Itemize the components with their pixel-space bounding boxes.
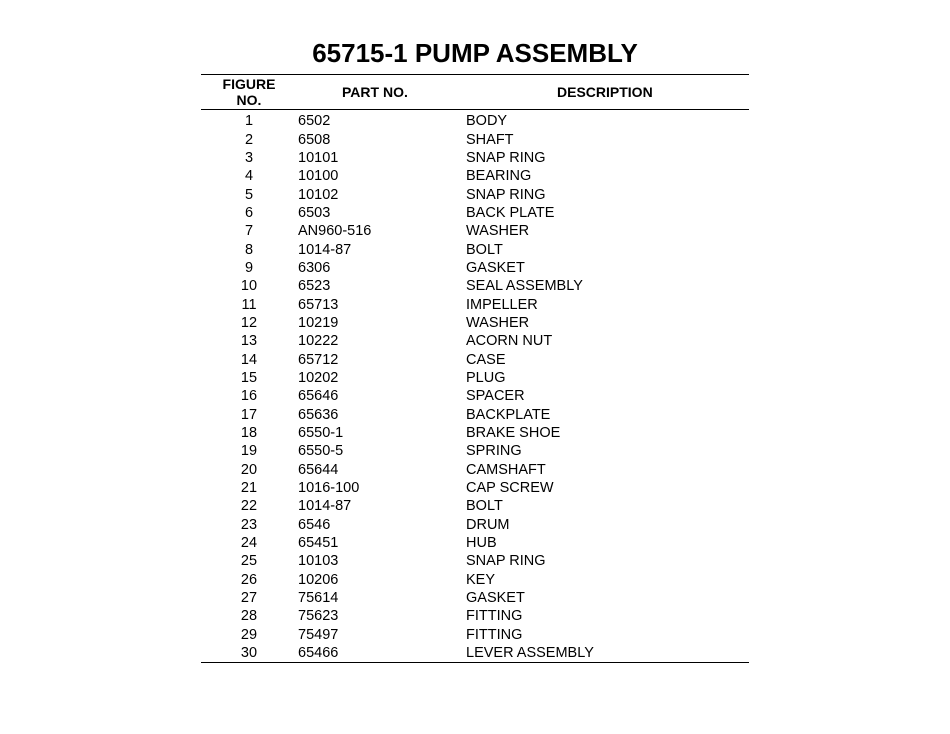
table-row [201, 222, 749, 240]
part-no-cell: 65712 [298, 351, 339, 368]
description-cell: BOLT [466, 241, 503, 258]
part-no-cell: AN960-516 [298, 223, 372, 240]
part-no-cell: 10101 [298, 149, 339, 166]
part-no-cell: 10103 [298, 553, 339, 570]
page-title: 65715-1 PUMP ASSEMBLY [312, 38, 638, 68]
part-no-cell: 1014-87 [298, 241, 352, 258]
description-cell: BACK PLATE [466, 204, 555, 221]
figure-no-cell: 11 [241, 296, 257, 313]
figure-no-cell: 30 [240, 645, 258, 662]
part-no-cell: 65466 [298, 645, 339, 662]
figure-no-cell: 16 [240, 388, 258, 405]
header-description: DESCRIPTION [557, 84, 653, 100]
table-row [201, 571, 749, 589]
description-cell: SEAL ASSEMBLY [466, 278, 583, 295]
figure-no-cell: 13 [240, 333, 258, 350]
part-no-cell: 10202 [298, 369, 339, 386]
table-row [201, 479, 749, 497]
table-row [201, 406, 749, 424]
figure-no-cell: 14 [240, 351, 258, 368]
table-row [201, 277, 749, 295]
figure-no-cell: 10 [240, 278, 258, 295]
table-row [201, 185, 749, 203]
description-cell: BACKPLATE [466, 406, 551, 423]
table-row [201, 369, 749, 387]
part-no-cell: 65713 [298, 296, 339, 313]
table-row [201, 626, 749, 644]
table-row [201, 314, 749, 332]
part-no-cell: 6546 [298, 516, 331, 533]
figure-no-cell: 4 [244, 168, 254, 185]
part-no-cell: 1014-87 [298, 498, 352, 515]
description-cell: SNAP RING [466, 553, 546, 570]
figure-no-cell: 9 [244, 259, 254, 276]
table-row [201, 167, 749, 185]
part-no-cell: 10100 [298, 168, 339, 185]
table-row [201, 552, 749, 570]
description-cell: DRUM [466, 516, 510, 533]
figure-no-cell: 27 [240, 590, 258, 607]
description-cell: KEY [466, 571, 496, 588]
figure-no-cell: 21 [240, 480, 258, 497]
figure-no-cell: 23 [240, 516, 258, 533]
description-cell: CASE [466, 351, 506, 368]
table-body [201, 110, 749, 663]
table-row [201, 149, 749, 167]
part-no-cell: 6550-1 [298, 425, 344, 442]
table-row [201, 259, 749, 277]
header-figure-line1: FIGURE [222, 76, 276, 92]
part-no-cell: 1016-100 [298, 480, 360, 497]
table-row [201, 461, 749, 479]
figure-no-cell: 29 [240, 626, 258, 643]
part-no-cell: 65636 [298, 406, 339, 423]
part-no-cell: 6503 [298, 204, 331, 221]
table-row [201, 516, 749, 534]
figure-no-cell: 3 [244, 149, 254, 166]
figure-no-cell: 2 [244, 131, 254, 148]
figure-no-cell: 5 [244, 186, 254, 203]
part-no-cell: 75614 [298, 590, 339, 607]
table-header [201, 75, 749, 110]
header-figure-line2: NO. [236, 92, 262, 108]
description-cell: IMPELLER [466, 296, 538, 313]
table-row [201, 644, 749, 663]
figure-no-cell: 26 [240, 571, 258, 588]
figure-no-cell: 19 [240, 443, 258, 460]
table-row [201, 110, 749, 131]
part-no-cell: 10206 [298, 571, 339, 588]
figure-no-cell: 18 [240, 425, 258, 442]
table-row [201, 295, 749, 313]
figure-no-cell: 20 [240, 461, 258, 478]
description-cell: BRAKE SHOE [466, 425, 561, 442]
description-cell: GASKET [466, 259, 525, 276]
header-part-no: PART NO. [342, 84, 408, 100]
description-cell: HUB [466, 535, 497, 552]
figure-no-cell: 12 [240, 314, 258, 331]
table-row [201, 534, 749, 552]
description-cell: SNAP RING [466, 186, 546, 203]
table-row [201, 350, 749, 368]
header-figure-no [201, 75, 297, 110]
table-row [201, 387, 749, 405]
description-cell: ACORN NUT [466, 333, 553, 350]
description-cell: GASKET [466, 590, 525, 607]
part-no-cell: 6523 [298, 278, 331, 295]
figure-no-cell: 6 [244, 204, 254, 221]
table-row [201, 240, 749, 258]
parts-table [201, 74, 749, 663]
description-cell: PLUG [466, 369, 506, 386]
table-row [201, 130, 749, 148]
description-cell: LEVER ASSEMBLY [466, 645, 594, 662]
part-no-cell: 6550-5 [298, 443, 344, 460]
part-no-cell: 10102 [298, 186, 339, 203]
header-row [201, 75, 749, 110]
part-no-cell: 10219 [298, 314, 339, 331]
figure-no-cell: 8 [244, 241, 254, 258]
table-row [201, 589, 749, 607]
table-row [201, 424, 749, 442]
figure-no-cell: 22 [240, 498, 258, 515]
figure-no-cell: 28 [240, 608, 258, 625]
table-row [201, 442, 749, 460]
part-no-cell: 75497 [298, 626, 339, 643]
description-cell: SPACER [466, 388, 525, 405]
description-cell: SHAFT [466, 131, 514, 148]
figure-no-cell: 15 [240, 369, 258, 386]
part-no-cell: 6502 [298, 113, 331, 130]
table-row [201, 204, 749, 222]
part-no-cell: 6508 [298, 131, 331, 148]
part-no-cell: 65451 [298, 535, 339, 552]
table-row [201, 332, 749, 350]
part-no-cell: 6306 [298, 259, 331, 276]
description-cell: SPRING [466, 443, 522, 460]
part-no-cell: 10222 [298, 333, 339, 350]
figure-no-cell: 7 [244, 223, 254, 240]
description-cell: WASHER [466, 223, 530, 240]
table-row [201, 497, 749, 515]
figure-no-cell: 1 [244, 113, 254, 130]
description-cell: BOLT [466, 498, 503, 515]
description-cell: CAP SCREW [466, 480, 554, 497]
description-cell: SNAP RING [466, 149, 546, 166]
description-cell: CAMSHAFT [466, 461, 546, 478]
description-cell: BEARING [466, 168, 532, 185]
description-cell: FITTING [466, 608, 523, 625]
part-no-cell: 65646 [298, 388, 339, 405]
table-row [201, 607, 749, 625]
description-cell: BODY [466, 113, 508, 130]
figure-no-cell: 24 [240, 535, 258, 552]
description-cell: WASHER [466, 314, 530, 331]
figure-no-cell: 25 [240, 553, 258, 570]
description-cell: FITTING [466, 626, 523, 643]
part-no-cell: 65644 [298, 461, 339, 478]
part-no-cell: 75623 [298, 608, 339, 625]
figure-no-cell: 17 [240, 406, 258, 423]
